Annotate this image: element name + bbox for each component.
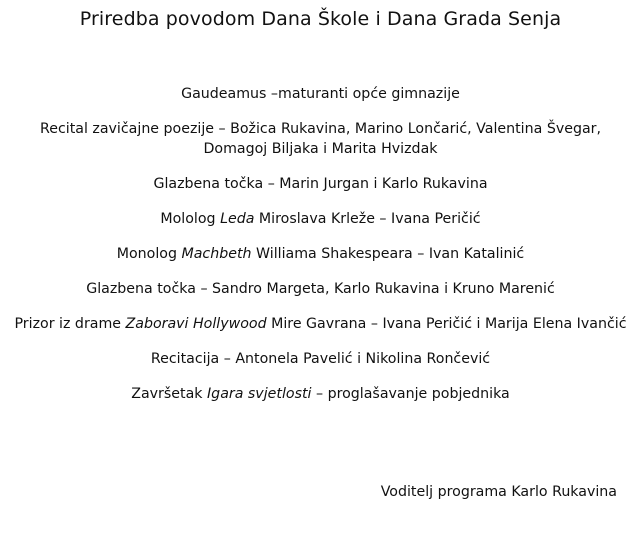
program-item-music-2: Glazbena točka – Sandro Margeta, Karlo Rukavina i Kruno Marenić <box>86 281 555 297</box>
item-text-before: Mololog <box>160 211 221 227</box>
program-item-closing <box>14 384 627 404</box>
work-title: Machbeth <box>181 246 252 262</box>
item-text-before: Monolog <box>116 246 182 262</box>
work-title: Zaboravi Hollywood <box>125 316 267 332</box>
program-item-music-1: Glazbena točka – Marin Jurgan i Karlo Rukavina <box>153 176 488 192</box>
item-text-after: Williama Shakespeara – Ivan Katalinić <box>251 246 525 262</box>
program-host: Voditelj programa Karlo Rukavina <box>380 484 617 500</box>
program-item-recitation: Recitacija – Antonela Pavelić i Nikolina Rončević <box>150 351 491 367</box>
item-text-after: Mire Gavrana – Ivana Peričić i Marija Elena Ivančić <box>266 316 627 332</box>
program-item-machbeth <box>14 244 627 264</box>
program-list <box>14 84 627 419</box>
work-title: Leda <box>220 211 255 227</box>
item-text-after: Miroslava Krleže – Ivana Peričić <box>254 211 481 227</box>
program-item-gaudeamus: Gaudeamus –maturanti opće gimnazije <box>181 86 460 102</box>
program-item-recital: Recital zavičajne poezije – Božica Rukavina, Marino Lončarić, Valentina Švegar, Domagoj Biljaka i Marita Hvizdak <box>40 121 601 157</box>
program-item-hollywood <box>14 314 627 334</box>
program-item-leda <box>14 209 627 229</box>
work-title: Igara svjetlosti <box>207 386 312 402</box>
item-text-before: Završetak <box>131 386 207 402</box>
page-title: Priredba povodom Dana Škole i Dana Grada Senja <box>79 8 562 30</box>
item-text-after: – proglašavanje pobjednika <box>311 386 510 402</box>
item-text-before: Prizor iz drame <box>14 316 126 332</box>
